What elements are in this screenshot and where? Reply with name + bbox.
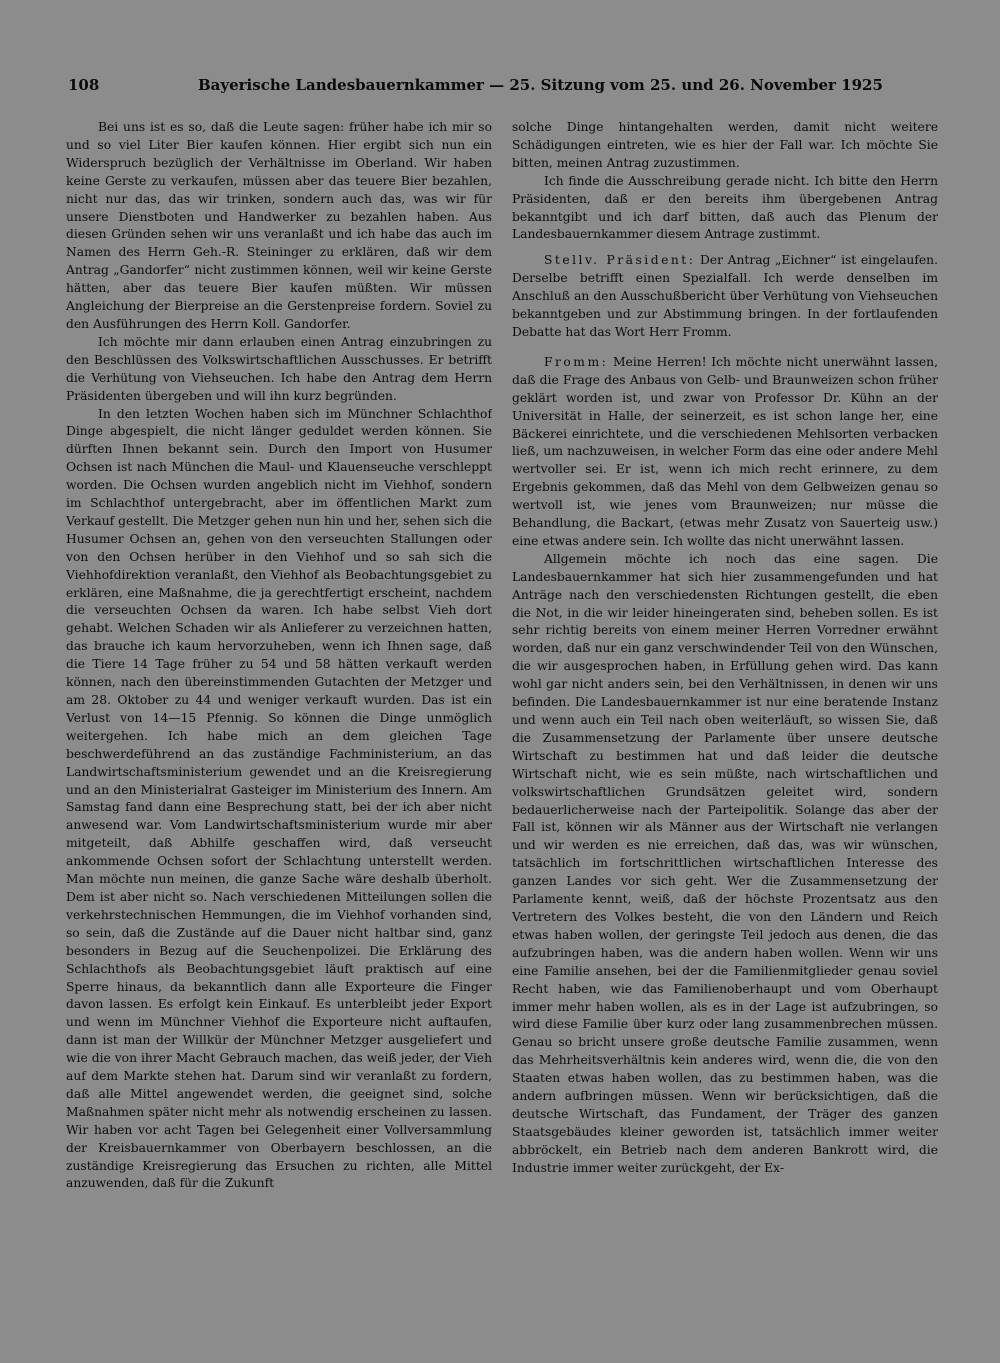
paragraph: solche Dinge hintangehalten werden, damit nicht weitere Schädigungen eintreten, wie es hier der Fall war. Ich möchte Sie bitten, meinen Antrag zuzustimmen. bbox=[512, 120, 938, 170]
left-column bbox=[66, 119, 492, 1264]
paragraph: Ich finde die Ausschreibung gerade nicht. Ich bitte den Herrn Präsidenten, daß er den bereits ihm übergebenen Antrag bekanntgibt und ich darf bitten, daß auch das Plenum der Landesbauernkammer diesem Antrage zustimmt. bbox=[512, 173, 938, 242]
speaker-name: Fromm: bbox=[543, 354, 609, 369]
paragraph bbox=[512, 354, 938, 551]
speech-text: Meine Herren! Ich möchte nicht unerwähnt lassen, daß die Frage des Anbaus von Gelb- und Braunweizen schon früher geklärt worden ist, und zwar von Professor Dr. Kühn an der Universität in Halle, der seinerzeit, es ist schon lange her, eine Bäckerei einrichtete, und die verschiedenen Mehlsorten verbacken ließ, um nachzuweisen, in welcher Form das eine oder andere Mehl wertvoller sei. Er ist, wenn ich mich recht erinnere, zu dem Ergebnis gekommen, daß das Mehl von dem Gelbweizen genau so wertvoll ist, wie jenes vom Braunweizen; nur müsse die Behandlung, die Backart, (etwas mehr Zusatz von Sauerteig usw.) eine etwas andere sein. Ich wollte das nicht unerwähnt lassen. bbox=[512, 354, 938, 548]
page-number: 108 bbox=[68, 76, 100, 94]
right-column bbox=[512, 119, 938, 1264]
paragraph: Ich möchte mir dann erlauben einen Antrag einzubringen zu den Beschlüssen des Volkswirtschaftlichen Ausschusses. Er betrifft die Verhütung von Viehseuchen. Ich habe den Antrag dem Herrn Präsidenten übergeben und will ihn kurz begründen. bbox=[66, 334, 492, 403]
paragraph: Allgemein möchte ich noch das eine sagen. Die Landesbauernkammer hat sich hier zusammengefunden und hat Anträge nach den verschiedensten Richtungen gestellt, die eben die Not, in die wir leider hineingeraten sind, beheben sollen. Es ist sehr richtig bereits von einem meiner Herren Vorredner erwähnt worden, daß nur ein ganz verschwindender Teil von den Wünschen, die wir ausgesprochen haben, in Erfüllung gehen wird. Das kann wohl gar nicht anders sein, bei den Verhältnissen, in denen wir uns befinden. Die Landesbauernkammer ist nur eine beratende Instanz und wenn auch ein Teil nach oben weiterläuft, so wissen Sie, daß die Zusammensetzung der Parlamente über unsere deutsche Wirtschaft zu bestimmen hat und daß leider die deutsche Wirtschaft nicht, wie es sein müßte, nach wirtschaftlichen und volkswirtschaftlichen Grundsätzen geleitet wird, sondern bedauerlicherweise nach der Parteipolitik. Solange das aber der Fall ist, können wir als Männer aus der Wirtschaft nie verlangen und wir werden es nie erreichen, daß das, was wir wünschen, tatsächlich im fortschrittlichen wirtschaftlichen Interesse des ganzen Landes vor sich geht. Wer die Zusammensetzung der Parlamente kennt, weiß, daß der höchste Prozentsatz aus den Vertretern des Volkes besteht, die von den Ländern und Reich etwas haben wollen, der geringste Teil jedoch aus denen, die das aufzubringen haben, was die andern haben wollen. Wenn wir uns eine Familie ansehen, bei der die Familienmitglieder genau soviel Recht haben, wie das Familienoberhaupt und vom Oberhaupt immer mehr haben wollen, als es in der Lage ist aufzubringen, so wird diese Familie über kurz oder lang zusammenbrechen müssen. Genau so bricht unsere große deutsche Familie zusammen, wenn das Mehrheitsverhältnis kein anderes wird, wenn die, die von den Staaten etwas haben wollen, das zu bestimmen haben, was die andern aufbringen müssen. Wenn wir berücksichtigen, daß die deutsche Wirtschaft, das Fundament, der Träger des ganzen Staatsgebäudes kleiner geworden ist, tatsächlich immer weiter abbröckelt, ein Betrieb nach dem anderen Bankrott wird, die Industrie immer weiter zurückgeht, der Ex- bbox=[512, 551, 938, 1175]
speech-text: Der Antrag „Eichner“ ist eingelaufen. Derselbe betrifft einen Spezialfall. Ich werde denselben im Anschluß an den Ausschußbericht über Verhütung von Viehseuchen bekanntgeben und zur Abstimmung bringen. In der fortlaufenden Debatte hat das Wort Herr Fromm. bbox=[512, 253, 938, 339]
paragraph: Bei uns ist es so, daß die Leute sagen: früher habe ich mir so und so viel Liter Bier kaufen können. Hier ergibt sich nun ein Widerspruch bezüglich der Verhältnisse im Oberland. Wir haben keine Gerste zu verkaufen, müssen aber das teuere Bier bezahlen, nicht nur das, das wir trinken, sondern auch das, was wir für unsere Dienstboten und Handwerker zu bezahlen haben. Aus diesen Gründen sehen wir uns veranlaßt und ich habe das auch im Namen des Herrn Geh.-R. Steininger zu erklären, daß wir dem Antrag „Gandorfer“ nicht zustimmen können, weil wir keine Gerste hätten, aber das teuere Bier kaufen müßten. Wir müssen Angleichung der Bierpreise an die Gerstenpreise fordern. Soviel zu den Ausführungen des Herrn Koll. Gandorfer. bbox=[66, 120, 492, 331]
speaker-name: Stellv. Präsident: bbox=[543, 253, 696, 268]
paragraph: In den letzten Wochen haben sich im Münchner Schlachthof Dinge abgespielt, die nicht länger geduldet werden können. Sie dürften Ihnen bekannt sein. Durch den Import von Husumer Ochsen ist nach München die Maul- und Klauenseuche verschleppt worden. Die Ochsen wurden angeblich nicht im Viehhof, sondern im Schlachthof untergebracht, aber im öffentlichen Markt zum Verkauf gestellt. Die Metzger gehen nun hin und her, sehen sich die Husumer Ochsen an, gehen von den verseuchten Stallungen oder von den Ochsen herüber in den Viehhof und so sah sich die Viehhofdirektion veranlaßt, den Viehhof als Beobachtungsgebiet zu erklären, eine Maßnahme, die ja gerechtfertigt erscheint, nachdem die verseuchten Ochsen da waren. Ich habe selbst Vieh dort gehabt. Welchen Schaden wir als Anlieferer zu verzeichnen hatten, das brauche ich kaum hervorzuheben, wenn ich Ihnen sage, daß die Tiere 14 Tage früher zu 54 und 58 hätten verkauft werden können, nach den übereinstimmenden Gutachten der Metzger und am 28. Oktober zu 44 und weniger verkauft wurden. Das ist ein Verlust von 14—15 Pfennig. So können die Dinge unmöglich weitergehen. Ich habe mich an dem gleichen Tage beschwerdeführend an das zuständige Fachministerium, an das Landwirtschaftsministerium gewendet und an die Kreisregierung und an den Ministerialrat Gasteiger im Ministerium des Innern. Am Samstag fand dann eine Besprechung statt, bei der ich aber nicht anwesend war. Vom Landwirtschaftsministerium wurde mir aber mitgeteilt, daß Abhilfe geschaffen wird, daß verseucht ankommende Ochsen sofort der Schlachtung unterstellt werden. Man möchte nun meinen, die ganze Sache wäre deshalb überholt. Dem ist aber nicht so. Nach verschiedenen Mitteilungen sollen die verkehrstechnischen Hemmungen, die im Viehhof vorhanden sind, so sein, daß die Zustände auf die Dauer nicht haltbar sind, ganz besonders in Bezug auf die Seuchenpolizei. Die Erklärung des Schlachthofs als Beobachtungsgebiet läuft praktisch auf eine Sperre hinaus, da bekanntlich dann alle Exporteure die Finger davon lassen. Es erfolgt kein Einkauf. Es unterbleibt jeder Export und wenn im Münchner Viehhof die Exporteure nicht auftaufen, dann ist man der Willkür der Münchner Metzger ausgeliefert und wie die von ihrer Macht Gebrauch machen, das weiß jeder, der Vieh auf dem Markte stehen hat. Darum sind wir veranlaßt zu fordern, daß alle Mittel angewendet werden, die geeignet sind, solche Maßnahmen später nicht mehr als notwendig erscheinen zu lassen. Wir haben vor acht Tagen bei Gelegenheit einer Vollversammlung der Kreisbauernkammer von Oberbayern beschlossen, an die zuständige Kreisregierung das Ersuchen zu richten, alle Mittel anzuwenden, daß für die Zukunft bbox=[66, 406, 492, 1191]
page-header bbox=[66, 76, 942, 100]
paragraph bbox=[512, 252, 938, 342]
running-title: Bayerische Landesbauernkammer — 25. Sitzung vom 25. und 26. November 1925 bbox=[198, 76, 883, 94]
